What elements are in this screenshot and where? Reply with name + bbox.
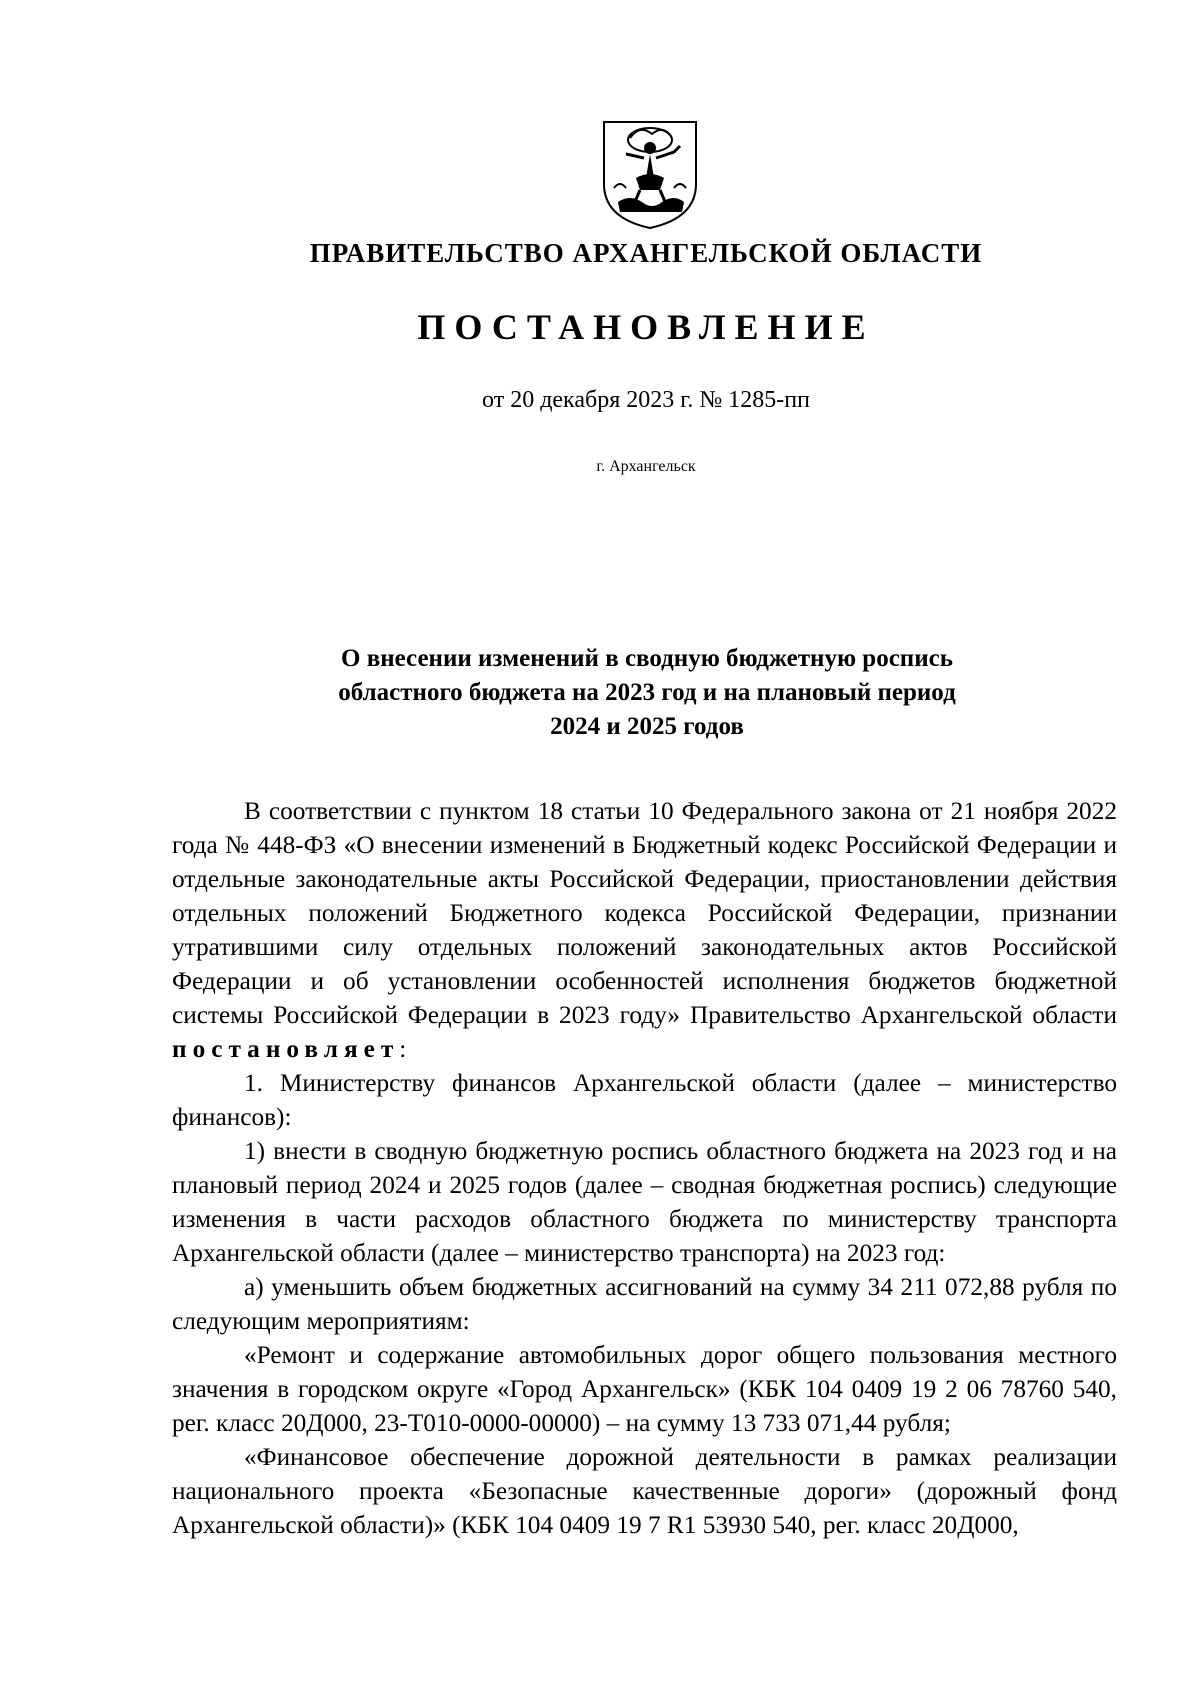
paragraph-end: : <box>399 1035 407 1063</box>
government-title: ПРАВИТЕЛЬСТВО АРХАНГЕЛЬСКОЙ ОБЛАСТИ <box>309 238 983 268</box>
resolves-keyword: постановляет <box>172 1035 400 1063</box>
document-subject <box>172 642 1122 744</box>
document-type: ПОСТАНОВЛЕНИЕ <box>417 307 875 347</box>
document-date-number: от 20 декабря 2023 г. № 1285-пп <box>482 387 810 413</box>
body-paragraph: 1. Министерству финансов Архангельской области (далее – министерство финансов): <box>172 1069 1117 1131</box>
coat-of-arms-icon <box>600 118 700 230</box>
body-paragraph <box>172 794 1117 1066</box>
body-paragraph: 1) внести в сводную бюджетную роспись областного бюджета на 2023 год и на плановый период 2024 и 2025 годов (далее – сводная бюджетная роспись) следующие изменения в части расходов областного бюджета по министерству транспорта Архангельской области (далее – министерство транспорта) на 2023 год: <box>172 1137 1117 1267</box>
subject-line: областного бюджета на 2023 год и на плановый период <box>338 679 956 706</box>
body-paragraph: «Финансовое обеспечение дорожной деятельности в рамках реализации национального проекта «Безопасные качественные дороги» (дорожный фонд Архангельской области)» (КБК 104 0409 19 7 R1 53930 540, рег. класс 20Д000, <box>172 1443 1117 1539</box>
body-paragraph: «Ремонт и содержание автомобильных дорог общего пользования местного значения в городском округе «Город Архангельск» (КБК 104 0409 19 2 06 78760 540, рег. класс 20Д000, 23-Т010-0000-00000) – на сумму 13 733 071,44 рубля; <box>172 1341 1117 1437</box>
paragraph-text: В соответствии с пунктом 18 статьи 10 Федерального закона от 21 ноября 2022 года № 448-ФЗ «О внесении изменений в Бюджетный кодекс Российской Федерации и отдельные законодательные акты Российской Федерации, приостановлении действия отдельных положений Бюджетного кодекса Российской Федерации, признании утратившими силу отдельных положений законодательных актов Российской Федерации и об установлении особенностей исполнения бюджетов бюджетной системы Российской Федерации в 2023 году» Правительство Архангельской области <box>172 797 1117 1029</box>
subject-line: 2024 и 2025 годов <box>550 713 744 740</box>
document-body <box>172 794 1117 1542</box>
subject-line: О внесении изменений в сводную бюджетную роспись <box>341 645 953 672</box>
body-paragraph: а) уменьшить объем бюджетных ассигнований на сумму 34 211 072,88 рубля по следующим мероприятиям: <box>172 1273 1117 1335</box>
document-city: г. Архангельск <box>596 458 696 475</box>
